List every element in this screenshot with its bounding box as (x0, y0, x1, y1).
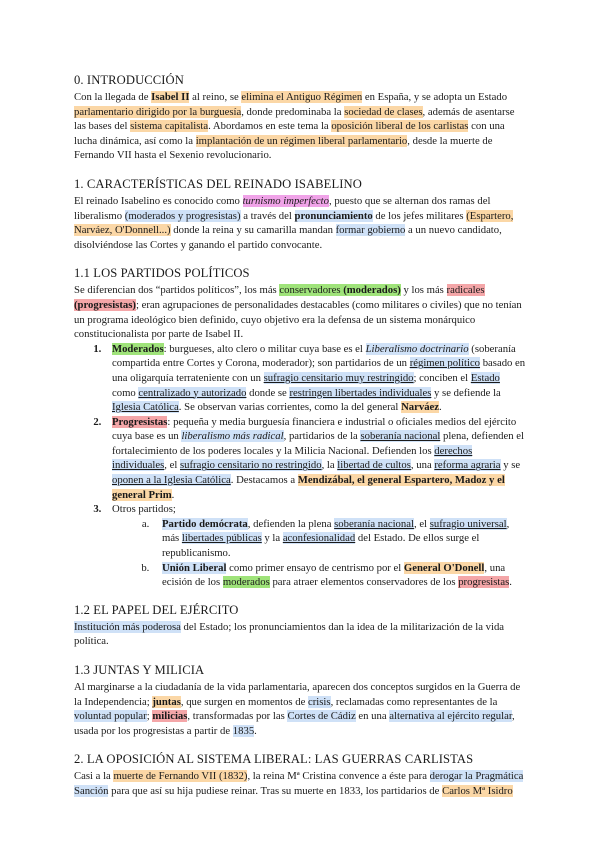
section-introduccion (74, 72, 526, 163)
highlight: Estado (470, 371, 500, 384)
other-parties-list (112, 517, 526, 590)
highlight: turnismo imperfecto (242, 194, 329, 207)
highlight: sistema capitalista (130, 120, 209, 133)
paragraph-guerras-carlistas: Casi a la muerte de Fernando VII (1832), la reina Mª Cristina convence a éste para derogar la Pragmática Sanción para que así su hija pudiese reinar. Tras su muerte en 1833, los partidarios de Carlos Mª Isidro (74, 770, 524, 797)
highlight: reforma agraria (434, 459, 501, 472)
highlight: centralizado y autorizado (138, 386, 247, 399)
highlight: Carlos Mª Isidro (442, 784, 513, 797)
section-papel-ejercito (74, 602, 526, 649)
highlight: implantación de un régimen liberal parlamentario (195, 134, 408, 147)
highlight: (progresistas) (74, 298, 136, 311)
highlight: derogar la Pragmática Sanción (74, 770, 524, 797)
paragraph-papel-ejercito: Institución más poderosa del Estado; los pronunciamientos dan la idea de la militarización de la vida política. (74, 620, 505, 648)
highlight: Progresistas (112, 415, 168, 428)
heading-juntas-milicia: 1.3 JUNTAS Y MILICIA (74, 663, 205, 677)
party-list (74, 342, 526, 590)
highlight: 1835 (232, 724, 255, 737)
section-juntas-milicia (74, 662, 526, 738)
section-partidos-politicos (74, 265, 526, 589)
section-guerras-carlistas (74, 751, 526, 798)
highlight: sufragio censitario muy restringido (263, 371, 414, 384)
paragraph-caracteristicas: El reinado Isabelino es conocido como turnismo imperfecto, puesto que se alternan dos ramas del liberalismo (moderados y progresistas) a través del pronunciamiento de los jefes militares (Espartero, Narváez, O'Donnell...) donde la reina y su camarilla mandan formar gobierno a un nuevo candidato, disolviéndose las Cortes y ganando el partido convocante. (74, 194, 514, 251)
list-item-progresistas: 2. Progresistas: pequeña y media burguesía financiera e industrial o oficiales medios del ejército cuya base es un liberalismo más radical, partidarios de la soberanía nacional plena, defienden el fortalecimiento de los poderes locales y la Milicia Nacional. Defienden los derechos individuales, el sufragio censitario no restringido, la libertad de cultos, una reforma agraria y se oponen a la Iglesia Católica. Destacamos a Mendizábal, el general Espartero, Madoz y el general Prim. (104, 415, 526, 503)
highlight: General O'Donell (403, 561, 485, 574)
list-item-otros-partidos: 3. Otros partidos; a. Partido demócrata, defienden la plena soberanía nacional, el sufragio universal, más libertades públicas y la aconfesionalidad del Estado. De ellos surge el republicanismo. b. Unión Liberal como primer ensayo de centrismo por el General O'Donell, una ecisión de los moderados para atraer elementos conservadores de los progresistas. (104, 502, 526, 590)
highlight: (moderados y progresistas) (124, 209, 241, 222)
highlight: crisis (308, 695, 331, 708)
section-caracteristicas (74, 176, 526, 252)
paragraph-introduccion: Con la llegada de Isabel II al reino, se elimina el Antiguo Régimen en España, y se adopta un Estado parlamentario dirigido por la burguesía, donde predominaba la sociedad de clases, además de asentarse las bases del sistema capitalista. Abordamos en este tema la oposición liberal de los carlistas con una lucha dinámica, así como la implantación de un régimen liberal parlamentario, desde la muerte de Fernando VII hasta el Sexenio revolucionario. (74, 91, 515, 162)
highlight: sufragio universal (429, 517, 507, 530)
highlight: elimina el Antiguo Régimen (241, 91, 363, 103)
highlight: milicias (152, 710, 188, 723)
list-item-partido-democrata: a. Partido demócrata, defienden la plena soberanía nacional, el sufragio universal, más libertades públicas y la aconfesionalidad del Estado. De ellos surge el republicanismo. (152, 517, 526, 561)
heading-caracteristicas: 1. CARACTERÍSTICAS DEL REINADO ISABELINO (74, 176, 362, 191)
highlight: oposición liberal de los carlistas (331, 120, 469, 133)
highlight: Isabel II (151, 91, 190, 103)
heading-guerras-carlistas: 2. LA OPOSICIÓN AL SISTEMA LIBERAL: LAS GUERRAS CARLISTAS (74, 752, 474, 767)
highlight: Mendizábal, el general Espartero, Madoz y el general Prim (112, 474, 505, 501)
highlight: liberalismo más radical (181, 430, 284, 443)
highlight: (Espartero, Narváez, O'Donnell...) (74, 209, 514, 237)
highlight: progresistas (458, 576, 510, 589)
highlight: soberanía nacional (360, 430, 441, 443)
highlight: muerte de Fernando VII (1832) (113, 770, 248, 783)
heading-partidos-politicos: 1.1 LOS PARTIDOS POLÍTICOS (74, 266, 250, 281)
highlight: aconfesionalidad (282, 532, 356, 545)
highlight: soberanía nacional (334, 517, 414, 530)
highlight: régimen político (409, 357, 481, 370)
paragraph-juntas-milicia: Al marginarse a la ciudadanía de la vida parlamentaria, aparecen dos conceptos surgidos en la Guerra de la Independencia; juntas, que surgen en momentos de crisis, reclamadas como representantes de la voluntad popular; milicias, transformadas por las Cortes de Cádiz en una alternativa al ejército regular, usada por los progresistas a partir de 1835. (74, 681, 521, 737)
highlight: Cortes de Cádiz (287, 710, 356, 723)
highlight: voluntad popular (74, 710, 147, 723)
highlight: sufragio censitario no restringido (179, 459, 322, 472)
highlight: Partido demócrata (162, 517, 248, 530)
highlight: Unión Liberal (162, 561, 227, 574)
highlight: sociedad de clases (344, 105, 423, 118)
highlight: pronunciamiento (294, 209, 373, 222)
list-item-union-liberal: b. Unión Liberal como primer ensayo de centrismo por el General O'Donell, una ecisión de los moderados para atraer elementos conservadores de los progresistas. (152, 561, 526, 590)
highlight: libertades públicas (181, 532, 262, 545)
highlight: oponen a la Iglesia Católica (112, 474, 231, 487)
highlight: juntas (152, 695, 181, 708)
highlight: Moderados (112, 342, 164, 355)
highlight: formar gobierno (335, 224, 406, 237)
heading-papel-ejercito: 1.2 EL PAPEL DEL EJÉRCITO (74, 602, 239, 617)
highlight: libertad de cultos (337, 459, 411, 472)
highlight: moderados (222, 576, 270, 589)
highlight: alternativa al ejército regular (389, 710, 512, 723)
heading-introduccion: 0. INTRODUCCIÓN (74, 73, 184, 87)
list-item-moderados: 1. Moderados: burgueses, alto clero o militar cuya base es el Liberalismo doctrinario (soberanía compartida entre Cortes y Corona, moderador); son partidarios de un régimen político basado en una oligarquía terrateniente con un sufragio censitario muy restringido; conciben el Estado como centralizado y autorizado donde se restringen libertades individuales y se defiende la Iglesia Católica. Se observan varias corrientes, como la del general Narváez. (104, 342, 526, 415)
paragraph-partidos-politicos: Se diferencian dos “partidos políticos”, los más conservadores (moderados) y los más radicales (progresistas); eran agrupaciones de personalidades destacables (como militares o civiles) que no tenían un programa ideológico bien definido, cuyo objetivo era la defensa de un sistema monárquico constitucionalista por parte de Isabel II. (74, 284, 522, 341)
highlight: conservadores (moderados) (279, 284, 401, 297)
highlight: Iglesia Católica (112, 401, 179, 414)
highlight: Narváez (401, 401, 440, 414)
highlight: derechos individuales (112, 444, 473, 472)
highlight: parlamentario dirigido por la burguesía (74, 105, 242, 118)
highlight: restringen libertades individuales (289, 386, 432, 399)
highlight: Liberalismo doctrinario (365, 342, 469, 355)
highlight: Institución más poderosa (74, 620, 181, 633)
highlight: radicales (446, 284, 485, 297)
